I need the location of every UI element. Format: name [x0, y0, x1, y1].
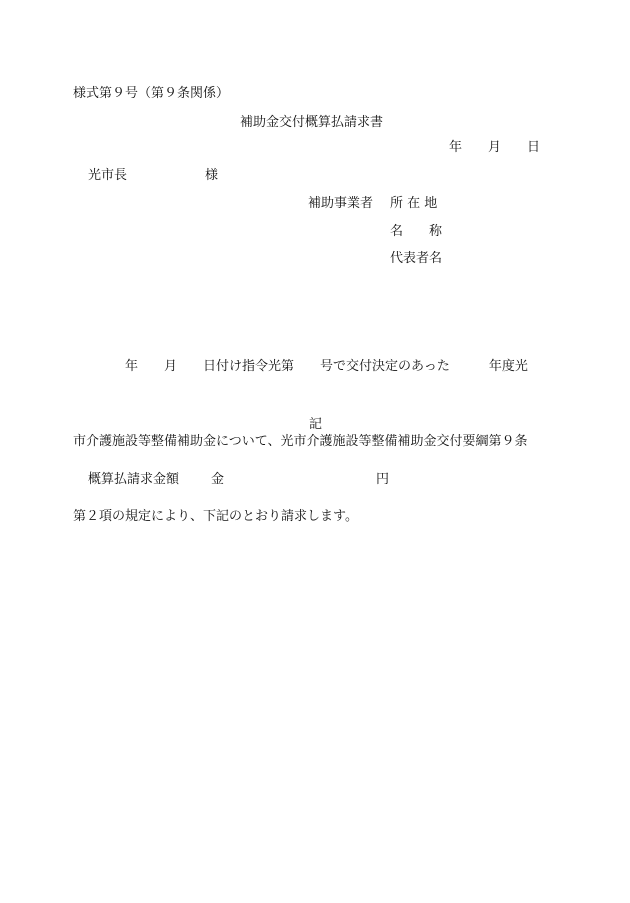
name-label: 名 称	[390, 224, 443, 239]
ki-heading: 記	[309, 417, 323, 432]
applicant-heading: 補助事業者	[308, 196, 374, 211]
amount-prefix: 金	[211, 472, 225, 487]
body-line: 年 月 日付け指令光第 号で交付決定のあった 年度光	[73, 359, 528, 374]
amount-unit: 円	[376, 472, 390, 487]
document-title: 補助金交付概算払請求書	[240, 115, 384, 130]
request-body	[73, 304, 573, 579]
amount-label: 概算払請求金額	[88, 472, 180, 487]
addressee: 光市長 様	[88, 168, 219, 183]
form-number: 様式第９号（第９条関係）	[73, 86, 230, 101]
body-line: 市介護施設等整備補助金について、光市介護施設等整備補助金交付要綱第９条	[73, 434, 528, 449]
body-line: 第２項の規定により、下記のとおり請求します。	[73, 509, 358, 524]
representative-label: 代表者名	[390, 251, 443, 266]
date-line: 年 月 日	[449, 140, 541, 155]
address-label: 所 在 地	[390, 196, 438, 211]
